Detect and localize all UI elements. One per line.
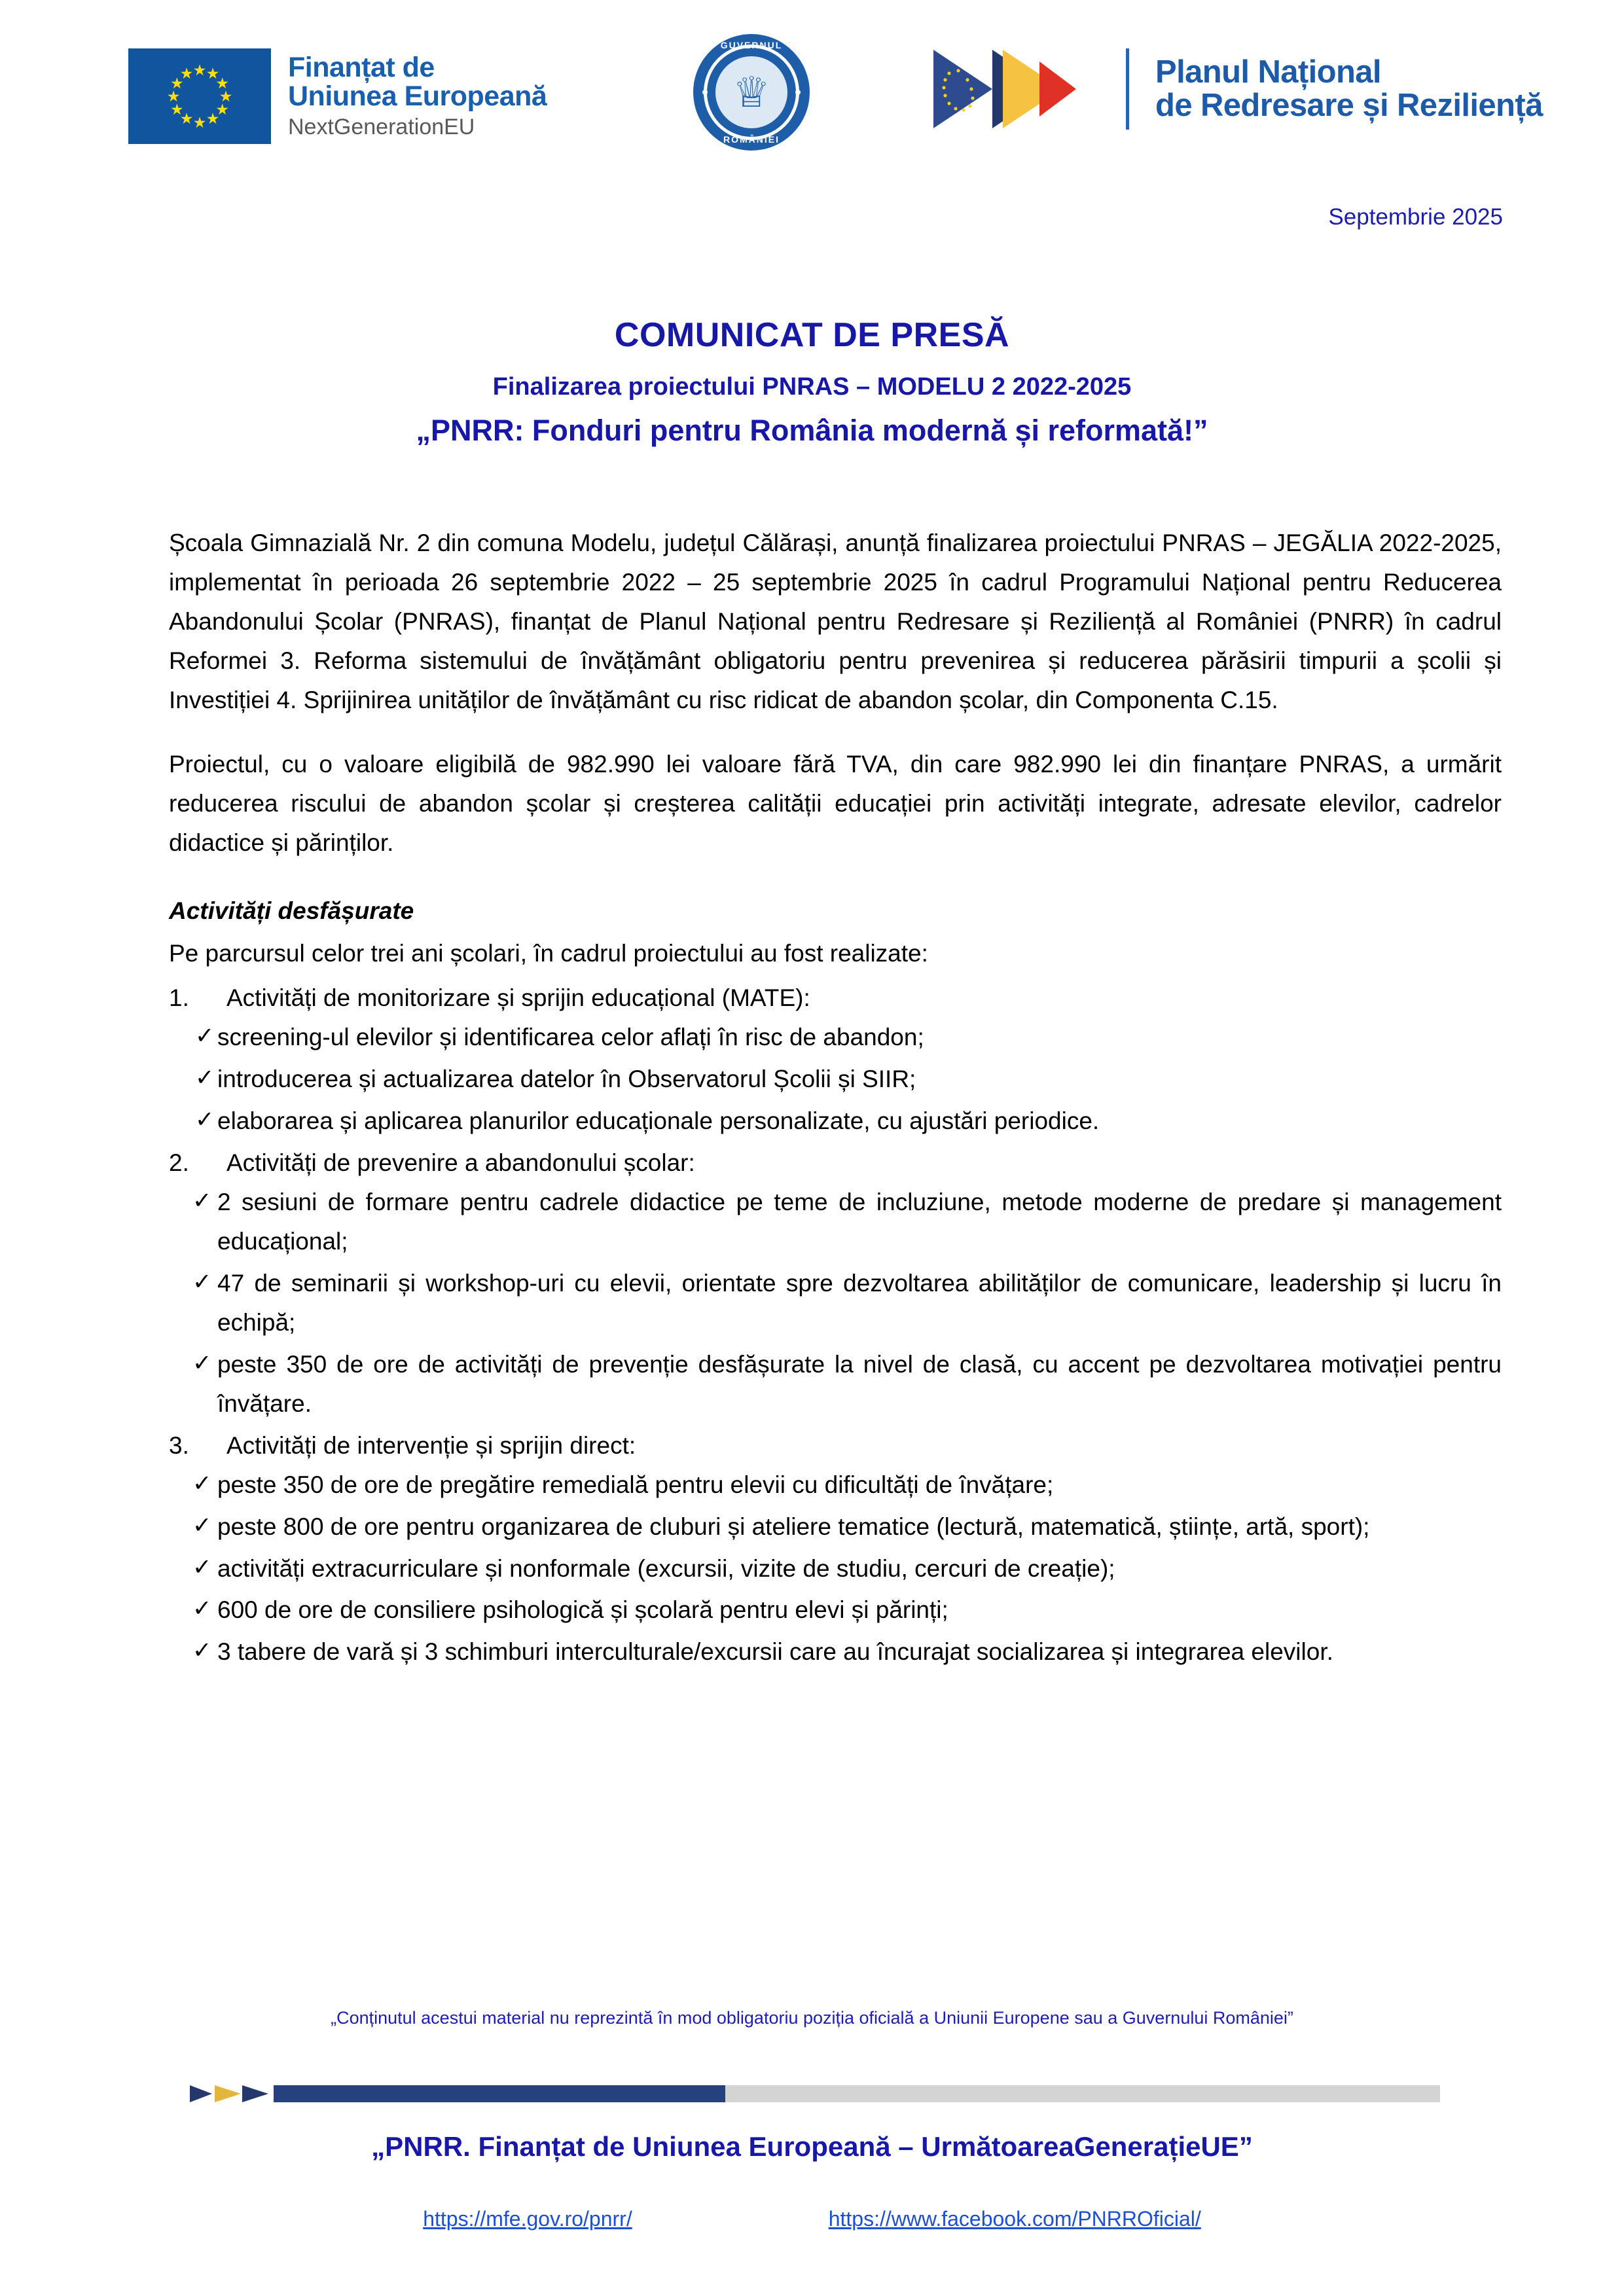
eu-flag-icon: [128, 48, 271, 144]
list-item: [169, 1345, 1502, 1424]
pnrr-flag-arrows-icon: [929, 46, 1100, 132]
check-icon: ✓: [192, 1512, 212, 1538]
eu-logo-line2: Uniunea Europeană: [288, 81, 547, 113]
eu-funding-logo: [128, 48, 547, 144]
pnrr-logo: [929, 46, 1543, 132]
government-of-romania-logo: [669, 34, 834, 153]
eu-logo-line3: NextGenerationEU: [288, 115, 475, 140]
check-icon: ✓: [195, 1107, 215, 1133]
document-body: [169, 524, 1502, 1674]
page-title: COMUNICAT DE PRESĂ: [614, 316, 1010, 354]
eu-star-icon: ★: [166, 87, 181, 105]
ribbon-navy-bar: [274, 2085, 725, 2102]
seal-dot-left: [702, 90, 708, 95]
link-facebook-pnrr[interactable]: https://www.facebook.com/PNRROficial/: [828, 2207, 1201, 2231]
check-icon: ✓: [192, 1554, 212, 1580]
check-text: peste 350 de ore de activități de prevenție desfășurate la nivel de clasă, cu accent pe dezvoltarea motivației pentru învățare.: [217, 1350, 1502, 1417]
check-text: 2 sesiuni de formare pentru cadrele didactice pe teme de incluziune, metode moderne de predare și management educațional;: [217, 1189, 1502, 1255]
list-number: 2.: [169, 1149, 189, 1177]
seal-word-bottom: ROMÂNIEI: [723, 134, 780, 145]
check-sublist: [169, 1465, 1502, 1672]
activities-list: [169, 978, 1502, 1672]
check-text: elaborarea și aplicarea planurilor educaționale personalizate, cu ajustări periodice.: [217, 1107, 1100, 1135]
eu-star-icon: ★: [192, 61, 207, 79]
eu-star-icon: ★: [170, 74, 184, 92]
pnrr-logo-line2: de Redresare și Reziliență: [1155, 88, 1543, 123]
section-heading-activities: Activități desfășurate: [169, 897, 414, 924]
footer-ribbon: [190, 2085, 1440, 2102]
numbered-row: [169, 1143, 1502, 1183]
check-text: 600 de ore de consiliere psihologică și școlară pentru elevi și părinți;: [217, 1596, 948, 1624]
pnrr-logo-divider: [1126, 48, 1129, 130]
eu-star-icon: ★: [206, 110, 220, 128]
eu-star-icon: ★: [219, 87, 233, 105]
eu-star-icon: ★: [179, 64, 194, 82]
list-item: [169, 1632, 1502, 1672]
list-label: Activități de intervenție și sprijin direct:: [226, 1431, 636, 1459]
list-item: [169, 1590, 1502, 1630]
pnrr-logo-text: [1155, 56, 1543, 122]
check-icon: ✓: [192, 1268, 212, 1295]
eu-logo-text: [288, 54, 547, 138]
check-icon: ✓: [192, 1350, 212, 1376]
list-label: Activități de prevenire a abandonului școlar:: [226, 1149, 695, 1177]
chevron-navy2-icon: [242, 2085, 268, 2102]
check-text: introducerea și actualizarea datelor în Observatorul Școlii și SIIR;: [217, 1066, 916, 1093]
list-item: [169, 978, 1502, 1141]
numbered-row: [169, 978, 1502, 1018]
check-icon: ✓: [195, 1023, 215, 1049]
seal-dot-right: [795, 90, 801, 95]
check-sublist: [169, 1183, 1502, 1424]
check-text: activități extracurriculare și nonformale (excursii, vizite de studiu, cercuri de creație);: [217, 1554, 1115, 1582]
eu-star-icon: ★: [192, 113, 207, 131]
document-date: Septembrie 2025: [1328, 204, 1503, 230]
list-item: [169, 1143, 1502, 1424]
check-icon: ✓: [195, 1065, 215, 1091]
page-title-quote: „PNRR: Fonduri pentru România modernă și reformată!”: [416, 414, 1208, 447]
list-item: [169, 1102, 1502, 1141]
paragraph-budget: Proiectul, cu o valoare eligibilă de 982.990 lei valoare fără TVA, din care 982.990 lei din finanțare PNRAS, a urmărit reducerea riscului de abandon școlar și creșterea calității educației prin activități integrate, adresate elevilor, cadrelor didactice și părinților.: [169, 750, 1502, 856]
eu-logo-line1: Finanțat de: [288, 52, 435, 84]
chevron-navy-icon: [190, 2085, 212, 2102]
logo-band: [0, 34, 1624, 152]
eu-star-icon: ★: [170, 100, 184, 118]
check-text: 3 tabere de vară și 3 schimburi interculturale/excursii care au încurajat socializarea și integrarea elevilor.: [217, 1638, 1333, 1666]
pnrr-logo-line1: Planul Național: [1155, 54, 1381, 90]
check-text: screening-ul elevilor și identificarea celor aflați în risc de abandon;: [217, 1024, 924, 1051]
page-subtitle: Finalizarea proiectului PNRAS – MODELU 2 2022-2025: [492, 373, 1132, 401]
chevron-gold-icon: [215, 2085, 241, 2102]
check-text: peste 800 de ore pentru organizarea de cluburi și ateliere tematice (lectură, matematică, științe, artă, sport);: [217, 1513, 1370, 1540]
footer-slogan: „PNRR. Finanțat de Uniunea Europeană – UrmătoareaGenerațieUE”: [371, 2131, 1253, 2162]
list-item: [169, 1060, 1502, 1099]
check-icon: ✓: [192, 1596, 212, 1622]
pnrr-chevron-icon: [929, 46, 1100, 132]
check-icon: ✓: [192, 1188, 212, 1214]
check-icon: ✓: [192, 1470, 212, 1496]
check-sublist: [169, 1018, 1502, 1141]
eagle-icon: ♕: [732, 69, 770, 116]
footer-disclaimer: „Conținutul acestui material nu reprezintă în mod obligatoriu poziția oficială a Uniunii Europene sau a Guvernului României”: [331, 2008, 1293, 2028]
eu-star-icon: ★: [179, 110, 194, 128]
list-item: [169, 1183, 1502, 1261]
government-seal-icon: [693, 34, 810, 151]
check-text: 47 de seminarii și workshop-uri cu elevii, orientate spre dezvoltarea abilităților de comunicare, leadership și lucru în echipă;: [217, 1269, 1502, 1336]
eu-star-icon: ★: [206, 64, 220, 82]
list-item: [169, 1465, 1502, 1505]
list-number: 3.: [169, 1431, 189, 1459]
list-item: [169, 1549, 1502, 1588]
eu-star-icon: ★: [215, 100, 229, 118]
check-icon: ✓: [192, 1638, 212, 1664]
activities-lead-line: Pe parcursul celor trei ani școlari, în cadrul proiectului au fost realizate:: [169, 940, 928, 967]
numbered-row: [169, 1426, 1502, 1465]
eu-star-icon: ★: [215, 74, 229, 92]
list-number: 1.: [169, 984, 189, 1012]
list-item: [169, 1426, 1502, 1672]
seal-word-top: GUVERNUL: [720, 40, 783, 50]
paragraph-intro: Școala Gimnazială Nr. 2 din comuna Modelu, județul Călărași, anunță finalizarea proiectului PNRAS – JEGĂLIA 2022-2025, implementat în perioada 26 septembrie 2022 – 25 septembrie 2025 în cadrul Programului Național pentru Reducerea Abandonului Școlar (PNRAS), finanțat de Planul Național pentru Redresare și Reziliență al României (PNRR) în cadrul Reformei 3. Reforma sistemului de învățământ obligatoriu pentru prevenirea și reducerea părăsirii timpurii a școlii și Investiției 4. Sprijinirea unităților de învățământ cu risc ridicat de abandon școlar, din Componenta C.15.: [169, 529, 1502, 713]
ribbon-chevrons-icon: [190, 2085, 274, 2102]
list-item: [169, 1018, 1502, 1057]
link-mfe-pnrr[interactable]: https://mfe.gov.ro/pnrr/: [423, 2207, 632, 2231]
footer-links: [0, 2207, 1624, 2231]
list-item: [169, 1264, 1502, 1342]
check-text: peste 350 de ore de pregătire remedială pentru elevii cu dificultăți de învățare;: [217, 1471, 1054, 1498]
list-label: Activități de monitorizare și sprijin educațional (MATE):: [226, 984, 810, 1012]
list-item: [169, 1507, 1502, 1547]
ribbon-grey-bar: [725, 2085, 1440, 2102]
